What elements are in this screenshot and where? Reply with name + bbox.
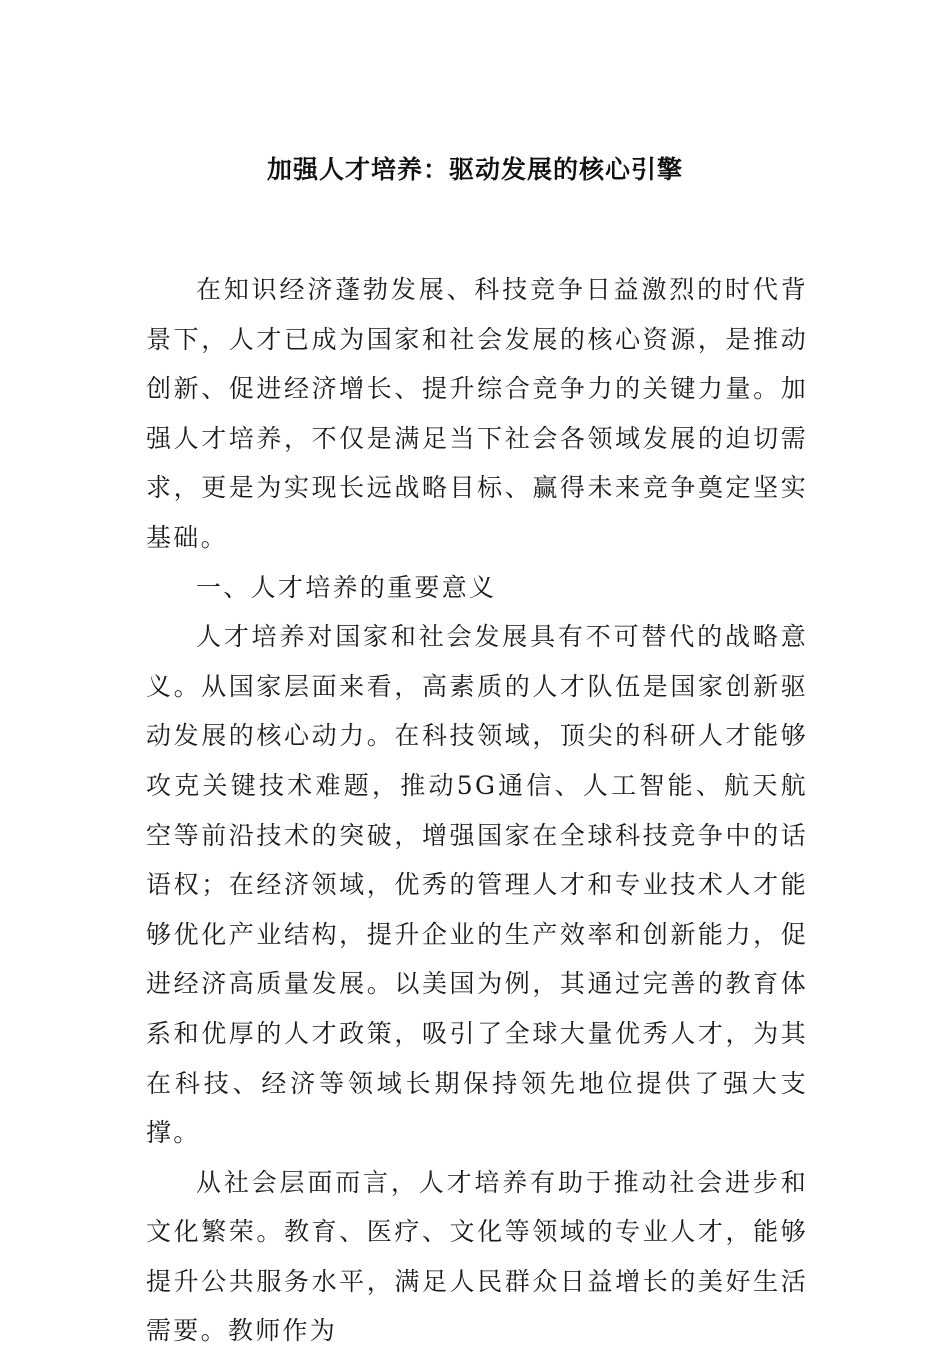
section-heading-1: 一、人才培养的重要意义 <box>196 572 497 602</box>
intro-paragraph: 在知识经济蓬勃发展、科技竞争日益激烈的时代背景下，人才已成为国家和社会发展的核心资源，是推动创新、促进经济增长、提升综合竞争力的关键力量。加强人才培养，不仅是满足当下社会各领域发展的迫切需求，更是为实现长远战略目标、赢得未来竞争奠定坚实基础。 <box>146 275 808 552</box>
document-body <box>146 265 808 1356</box>
section-1-paragraph-1: 人才培养对国家和社会发展具有不可替代的战略意义。从国家层面来看，高素质的人才队伍是国家创新驱动发展的核心动力。在科技领域，顶尖的科研人才能够攻克关键技术难题，推动5G通信、人工智能、航天航空等前沿技术的突破，增强国家在全球科技竞争中的话语权；在经济领域，优秀的管理人才和专业技术人才能够优化产业结构，提升企业的生产效率和创新能力，促进经济高质量发展。以美国为例，其通过完善的教育体系和优厚的人才政策，吸引了全球大量优秀人才，为其在科技、经济等领域长期保持领先地位提供了强大支撑。 <box>146 622 808 1148</box>
section-1-paragraph-2: 从社会层面而言，人才培养有助于推动社会进步和文化繁荣。教育、医疗、文化等领域的专业人才，能够提升公共服务水平，满足人民群众日益增长的美好生活需要。教师作为 <box>146 1167 808 1346</box>
document-title: 加强人才培养：驱动发展的核心引擎 <box>266 155 683 184</box>
